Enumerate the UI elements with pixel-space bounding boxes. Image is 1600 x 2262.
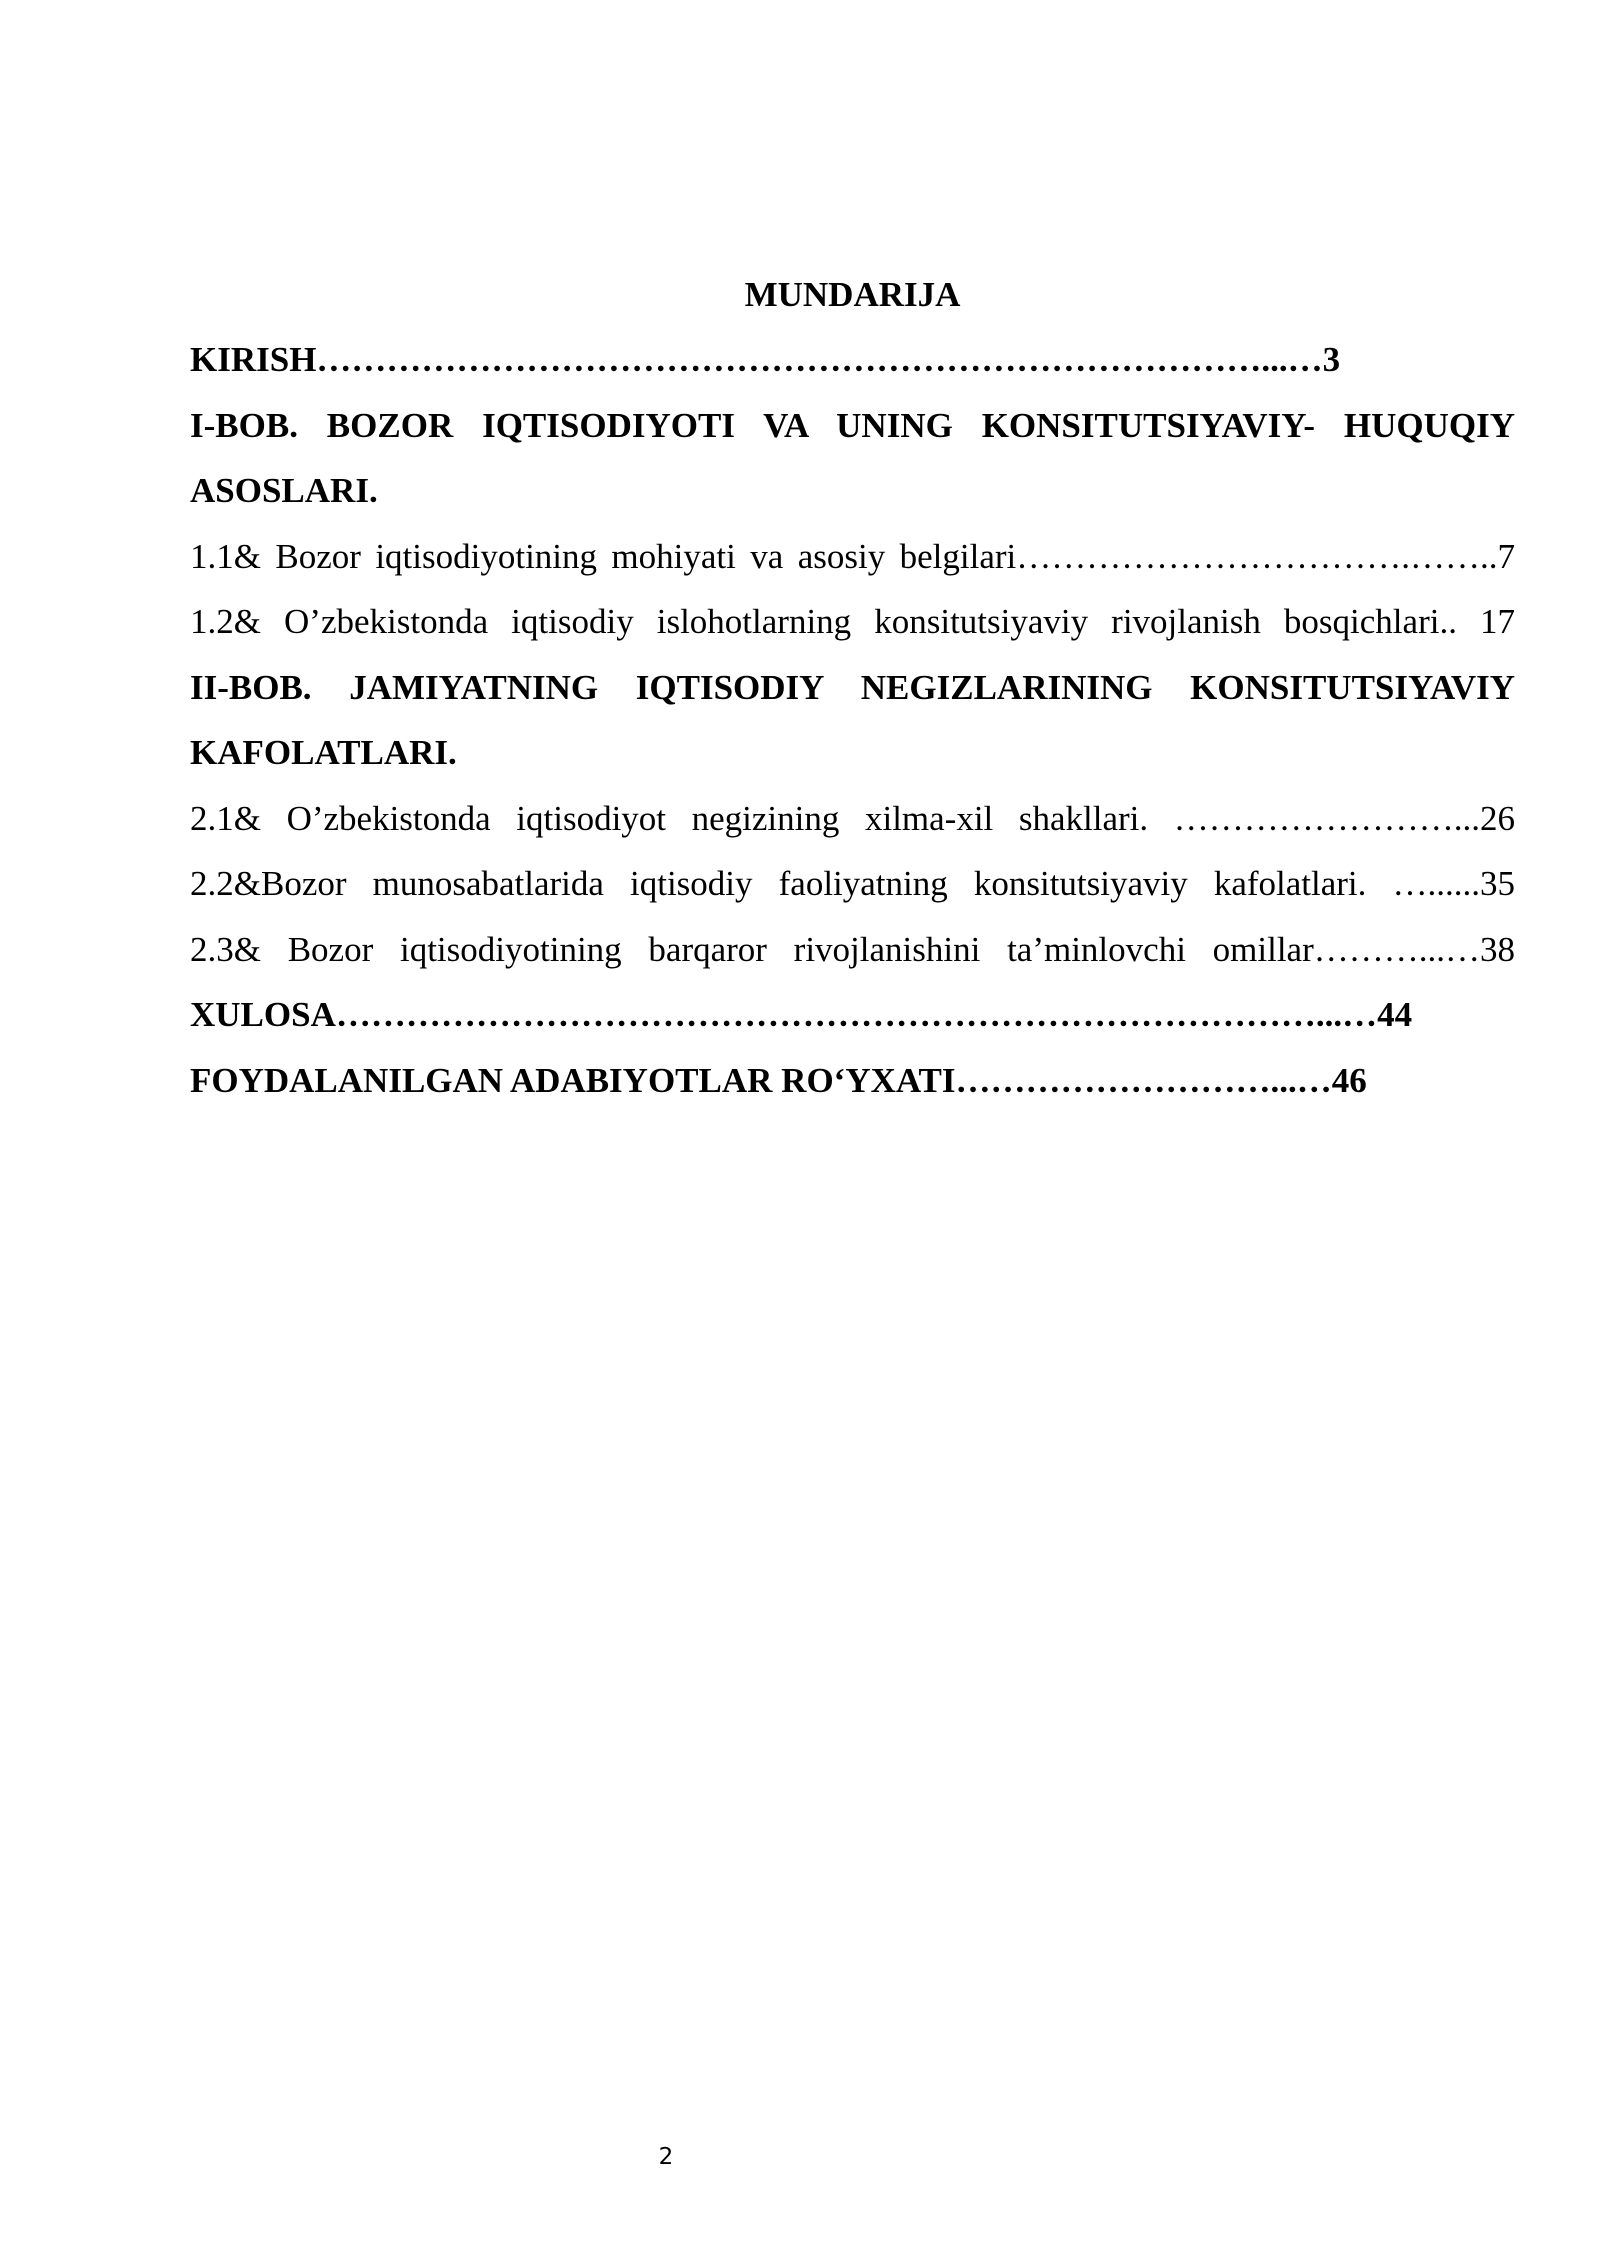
- toc-entry-section-2-3: 2.3& Bozor iqtisodiyotining barqaror rivojlanishini ta’minlovchi omillar………...…38: [190, 929, 1515, 969]
- page-number: 2: [658, 2144, 674, 2170]
- toc-entry-section-2-2: 2.2&Bozor munosabatlarida iqtisodiy faoliyatning konsitutsiyaviy kafolatlari. …......35: [190, 864, 1515, 903]
- toc-title: MUNDARIJA: [744, 275, 961, 314]
- toc-entry-chapter-2: II-BOB. JAMIYATNING IQTISODIY NEGIZLARINING KONSITUTSIYAVIY KAFOLATLARI.: [190, 667, 1515, 772]
- toc-entry-section-2-1: 2.1& O’zbekistonda iqtisodiyot negizining xilma-xil shakllari. ……………………...26: [190, 798, 1515, 838]
- toc-entry-chapter-1: I-BOB. BOZOR IQTISODIYOTI VA UNING KONSITUTSIYAVIY- HUQUQIY ASOSLARI.: [190, 405, 1515, 510]
- table-of-contents: [190, 262, 1515, 1113]
- toc-entry-kirish: KIRISH………………………………………………………………………...…3: [190, 340, 1341, 379]
- toc-entry-section-1-2: 1.2& O’zbekistonda iqtisodiy islohotlarning konsitutsiyaviy rivojlanish bosqichlari.. 17: [190, 602, 1515, 641]
- toc-entry-xulosa: XULOSA…………………………………………………………………………...…44: [190, 995, 1413, 1034]
- toc-entry-section-1-1: 1.1& Bozor iqtisodiyotining mohiyati va asosiy belgilari…………………………….……..7: [190, 536, 1515, 576]
- toc-entry-references: FOYDALANILGAN ADABIYOTLAR RO‘YXATI………………………...…46: [190, 1060, 1367, 1100]
